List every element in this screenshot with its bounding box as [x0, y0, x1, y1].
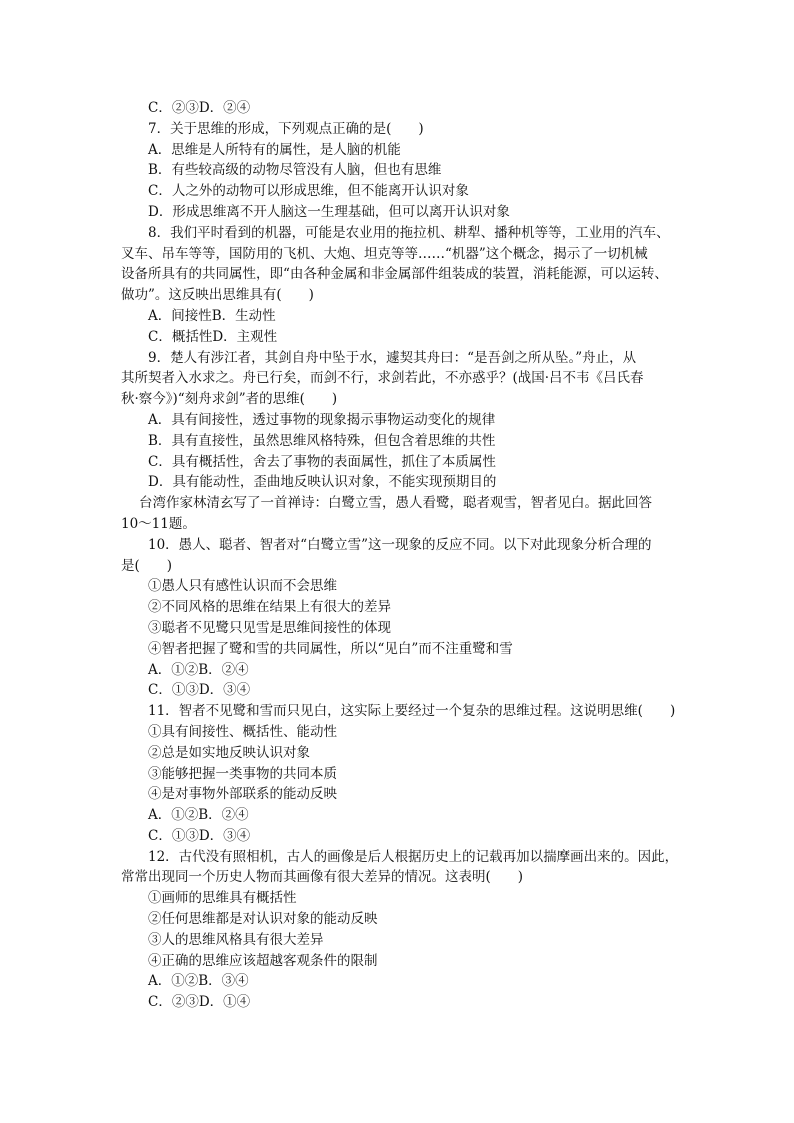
q12-options-ab: A．①②B．③④ [148, 973, 249, 990]
q9-stem-line3: 秋·察今》)“刻舟求剑”者的思维( ) [121, 391, 338, 408]
q8-stem-line4: 做功”。这反映出思维具有( ) [121, 287, 314, 304]
q9-option-d: D．具有能动性，歪曲地反映认识对象，不能实现预期目的 [148, 474, 497, 491]
q7-option-c: C．人之外的动物可以形成思维，但不能离开认识对象 [148, 183, 469, 200]
q8-options-cd: C．概括性D．主观性 [148, 328, 278, 345]
q7-option-b: B．有些较高级的动物尽管没有人脑，但也有思维 [148, 162, 442, 179]
q12-stem-line1: 12．古代没有照相机，古人的画像是后人根据历史上的记载再加以揣摩画出来的。因此， [148, 848, 679, 865]
q10-item-4: ④智者把握了鹭和雪的共同属性，所以“见白”而不注重鹭和雪 [148, 640, 513, 657]
q11-item-1: ①具有间接性、概括性、能动性 [148, 723, 337, 740]
q12-options-cd: C．②③D．①④ [148, 994, 251, 1011]
material-intro-line1: 台湾作家林清玄写了一首禅诗：白鹭立雪，愚人看鹭，聪者观雪，智者见白。据此回答 [139, 495, 652, 512]
q11-options-cd: C．①③D．③④ [148, 827, 251, 844]
q10-stem-line1: 10．愚人、聪者、智者对“白鹭立雪”这一现象的反应不同。以下对此现象分析合理的 [148, 536, 652, 553]
q10-item-2: ②不同风格的思维在结果上有很大的差异 [148, 599, 391, 616]
q7-stem: 7．关于思维的形成，下列观点正确的是( ) [148, 120, 424, 137]
q12-item-3: ③人的思维风格具有很大差异 [148, 931, 324, 948]
question-content [121, 98, 687, 1013]
q9-option-b: B．具有直接性，虽然思维风格特殊，但包含着思维的共性 [148, 432, 496, 449]
q10-item-1: ①愚人只有感性认识而不会思维 [148, 578, 337, 595]
q10-stem-line2: 是( ) [121, 557, 173, 574]
material-intro-line2: 10～11题。 [121, 515, 196, 532]
q11-options-ab: A．①②B．②④ [148, 807, 249, 824]
q9-stem-line1: 9．楚人有涉江者，其剑自舟中坠于水，遽契其舟曰：“是吾剑之所从坠。”舟止，从 [148, 349, 637, 366]
q12-item-2: ②任何思维都是对认识对象的能动反映 [148, 911, 378, 928]
q11-stem: 11．智者不见鹭和雪而只见白，这实际上要经过一个复杂的思维过程。这说明思维( ) [148, 703, 676, 720]
q7-option-d: D．形成思维离不开人脑这一生理基础，但可以离开认识对象 [148, 203, 510, 220]
q10-options-ab: A．①②B．②④ [148, 661, 249, 678]
q9-stem-line2: 其所契者入水求之。舟已行矣，而剑不行，求剑若此，不亦惑乎？(战国·吕不韦《吕氏春 [121, 370, 644, 387]
q11-item-4: ④是对事物外部联系的能动反映 [148, 786, 337, 803]
q8-stem-line2: 叉车、吊车等等，国防用的飞机、大炮、坦克等等……“机器”这个概念，揭示了一切机械 [121, 245, 648, 262]
q9-option-a: A．具有间接性，透过事物的现象揭示事物运动变化的规律 [148, 411, 496, 428]
q8-options-ab: A．间接性B．生动性 [148, 307, 276, 324]
q11-item-2: ②总是如实地反映认识对象 [148, 744, 310, 761]
q9-option-c: C．具有概括性，舍去了事物的表面属性，抓住了本质属性 [148, 453, 496, 470]
q11-item-3: ③能够把握一类事物的共同本质 [148, 765, 337, 782]
q6-options-cd: C．②③D．②④ [148, 100, 251, 116]
q10-item-3: ③聪者不见鹭只见雪是思维间接性的体现 [148, 619, 391, 636]
q12-item-1: ①画师的思维具有概括性 [148, 890, 297, 907]
q8-stem-line3: 设备所具有的共同属性，即“由各种金属和非金属部件组装成的装置，消耗能源，可以运转、 [121, 266, 668, 283]
q8-stem-line1: 8．我们平时看到的机器，可能是农业用的拖拉机、耕犁、播种机等等，工业用的汽车、 [148, 224, 670, 241]
q12-stem-line2: 常常出现同一个历史人物而其画像有很大差异的情况。这表明( ) [121, 869, 524, 886]
q7-option-a: A．思维是人所特有的属性，是人脑的机能 [148, 141, 401, 158]
q12-item-4: ④正确的思维应该超越客观条件的限制 [148, 952, 378, 969]
q10-options-cd: C．①③D．③④ [148, 682, 251, 699]
